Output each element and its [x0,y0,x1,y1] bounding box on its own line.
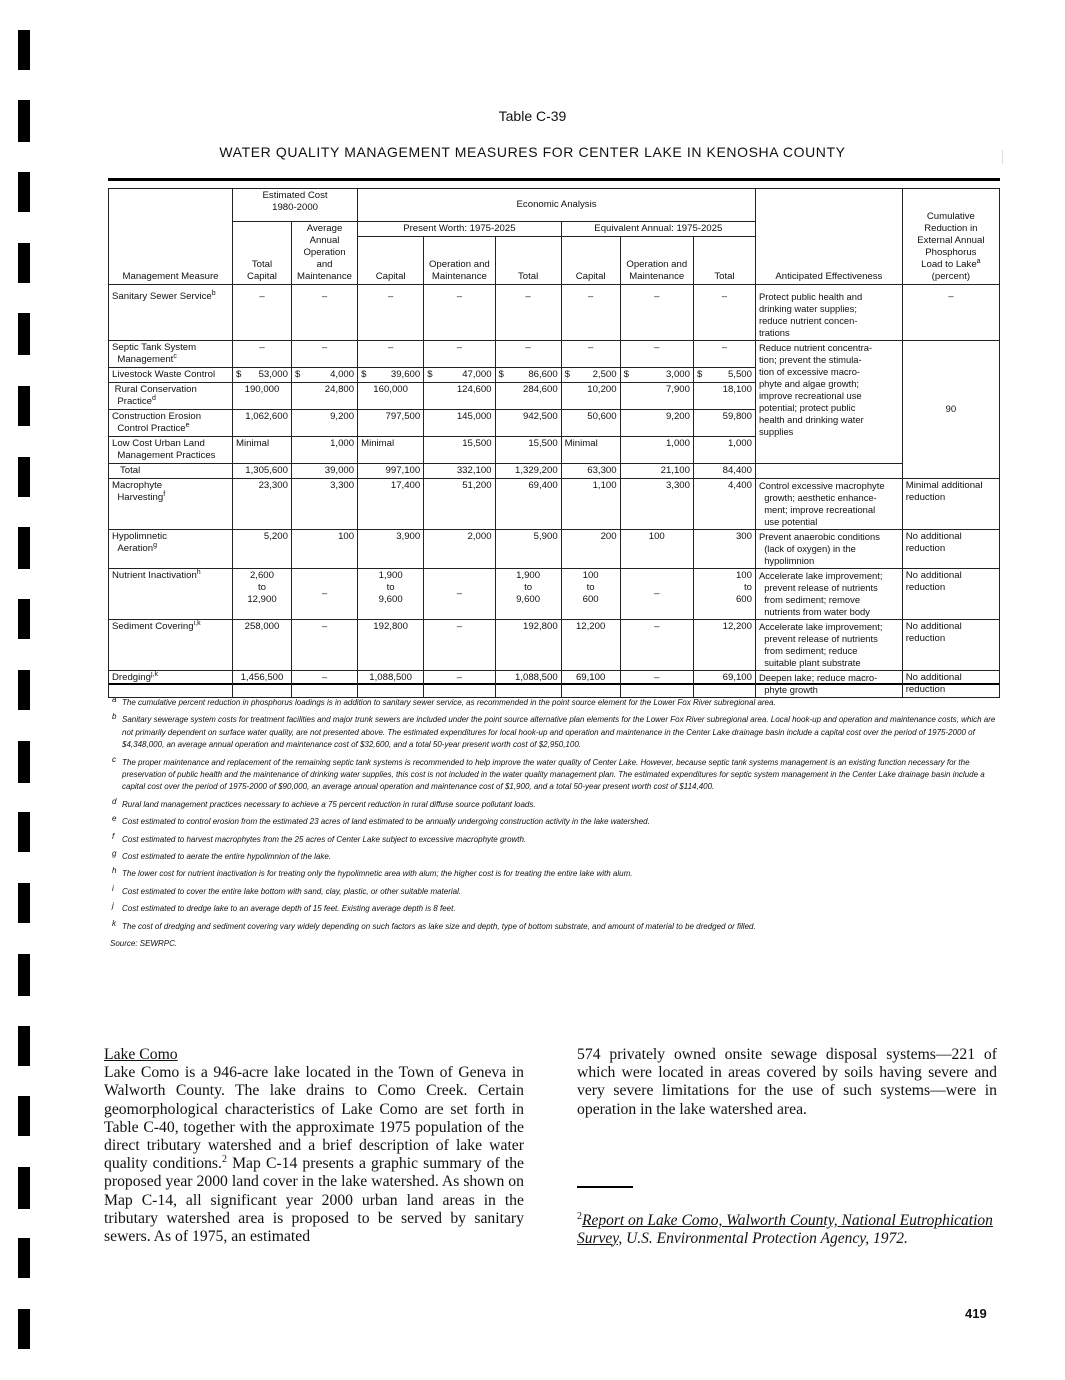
table-cell: 942,500 [495,410,561,437]
table-row [109,341,1000,368]
table-cell: $ 86,600 [495,368,561,383]
table-cell: – [291,671,357,698]
footnote-i: i Cost estimated to cover the entire lake bottom with sand, clay, plastic, or other suitable material. [112,883,462,896]
footnote-b: b Sanitary sewerage system costs for treatment facilities and major trunk sewers are included under the point source alternative plan elements for the Lower Fox River subregional area. Local hook-up and operation and maintenance costs, which are not primarily dependent on surface water quality, are not presented above. The estimated expenditures for local hook-up and operation and maintenance in the Center Lake drainage basin include a capital cost over the period of 1975-2000 of $4,348,000, an average annual operation and maintenance cost of $32,600, and a total 50-year present worth cost of $2,950,100. [112,712,996,750]
header-pw-om: Operation and Maintenance [424,237,495,285]
table-cell: 5,200 [233,530,292,569]
measure-label: Nutrient Inactivation$^h$ [109,569,233,620]
header-ea-om: Operation and Maintenance [620,237,693,285]
header-cumulative-reduction: Cumulative Reduction in External Annual Phosphorus Load to Lake$^a$ (percent) [902,189,999,285]
footnote-f: f Cost estimated to harvest macrophytes from the 25 acres of Center Lake subject to excessive macrophyte growth. [112,831,527,844]
footnote-j: j Cost estimated to dredge lake to an average depth of 15 feet. Existing average depth is 8 feet. [112,901,456,914]
page-number: 419 [965,1306,987,1321]
binder-mark [18,883,30,923]
binder-mark [18,741,30,783]
table-cell: 2,600 to 12,900 [233,569,292,620]
table-cell: $ 3,000 [620,368,693,383]
table-cell: 100 [620,530,693,569]
table-cell: 997,100 [358,464,424,479]
binder-mark [18,954,30,996]
table-cell: 1,900 to 9,600 [358,569,424,620]
table-cell: 10,200 [561,383,620,410]
table-row [109,285,1000,341]
effectiveness-cell: Control excessive macrophyte growth; aesthetic enhance- ment; improve recreational use potential [755,479,902,530]
effectiveness-cell: Accelerate lake improvement; prevent release of nutrients from sediment; reduce suitable plant substrate [755,620,902,671]
reduction-cell: – [902,285,999,341]
table-cell: 1,088,500 [495,671,561,698]
table-cell: 1,088,500 [358,671,424,698]
table-source: Source: SEWRPC. [110,939,178,949]
table-cell: – [291,285,357,341]
measure-label: Rural Conservation Practice$^d$ [109,383,233,410]
table-cell: 1,062,600 [233,410,292,437]
reduction-cell: 90 [902,341,999,479]
body-column-left [104,1046,524,1246]
binder-mark [18,30,30,70]
table-row [109,671,1000,698]
table-cell: 258,000 [233,620,292,671]
footnote-c: c The proper maintenance and replacement of the remaining septic tank systems is recommended to help improve the water quality of Center Lake. However, because septic tank systems management is an existing function necessary for the preservation of public health and the maintenance of drinking water supplies, this cost is not included in the water quality management plan. The estimated expenditures for septic system management in the Center Lake drainage basin include a capital cost over the period of 1975-2000 of $90,000, an average annual operation and maintenance cost of $1,900, and a total 50-year present worth cost of $114,400. [112,754,985,792]
footnote-d: d Rural land management practices necessary to achieve a 75 percent reduction in rural diffuse source pollutant loads. [112,796,536,809]
table-cell: – [291,569,357,620]
table-cell: $ 2,500 [561,368,620,383]
effectiveness-cell: Reduce nutrient concentra- tion; prevent the stimula- tion of excessive macro- phyte and algae growth; improve recreational use potential; protect public health and drinking water supplies [755,341,902,464]
header-equivalent-annual: Equivalent Annual: 1975-2025 [561,222,755,237]
binder-mark [18,527,30,569]
table-cell: – [424,620,495,671]
footnote-h: h The lower cost for nutrient inactivation is for treating only the hypolimnetic area with alum; the higher cost is for treating the entire lake with alum. [112,866,633,879]
binder-mark [18,599,30,639]
table-cell: 192,800 [358,620,424,671]
table-cell: 145,000 [424,410,495,437]
table-cell: – [291,341,357,368]
table-cell: 18,100 [693,383,755,410]
binder-mark [18,386,30,426]
table-cell: 3,300 [291,479,357,530]
footnote-divider [577,1186,633,1188]
table-top-rule [108,178,1000,181]
table-cell: – [495,285,561,341]
table-cell: 200 [561,530,620,569]
measure-label: Sediment Covering$^{i,k}$ [109,620,233,671]
header-pw-total: Total [495,237,561,285]
table-cell: 7,900 [620,383,693,410]
table-row [109,569,1000,620]
management-measures-table [108,188,1000,698]
table-cell: 12,200 [693,620,755,671]
table-cell: 9,200 [291,410,357,437]
table-cell: 332,100 [424,464,495,479]
table-cell: 2,000 [424,530,495,569]
binder-mark [18,1096,30,1136]
table-cell: 69,100 [693,671,755,698]
table-cell: 63,300 [561,464,620,479]
header-ea-total: Total [693,237,755,285]
measure-label: Low Cost Urban Land Management Practices [109,437,233,464]
measure-label: Hypolimnetic Aeration$^g$ [109,530,233,569]
table-cell: 3,300 [620,479,693,530]
table-cell: – [561,341,620,368]
table-cell: – [693,341,755,368]
header-present-worth: Present Worth: 1975-2025 [358,222,562,237]
measure-label: Sanitary Sewer Service$^b$ [109,285,233,341]
table-cell: 15,500 [495,437,561,464]
table-cell: 1,000 [291,437,357,464]
measure-label: Macrophyte Harvesting$^f$ [109,479,233,530]
binder-mark [18,670,30,710]
table-cell: – [620,671,693,698]
table-cell: Minimal [561,437,620,464]
measure-label: Dredging$^{j,k}$ [109,671,233,698]
reduction-cell: No additional reduction [902,530,999,569]
footnote-g: g Cost estimated to aerate the entire hypolimnion of the lake. [112,849,332,862]
reduction-cell: Minimal additional reduction [902,479,999,530]
measure-label: Total [109,464,233,479]
footnote-k: k The cost of dredging and sediment covering vary widely depending on such factors as lake size and depth, type of bottom substrate, and amount of material to be dredged or filled. [112,918,756,931]
table-cell: – [358,341,424,368]
table-cell: 1,100 [561,479,620,530]
header-estimated-cost: Estimated Cost 1980-2000 [233,189,358,222]
table-cell: 69,400 [495,479,561,530]
table-cell: 21,100 [620,464,693,479]
table-cell: 300 [693,530,755,569]
table-cell: 9,200 [620,410,693,437]
table-row [109,530,1000,569]
header-ea-capital: Capital [561,237,620,285]
binder-mark [18,313,30,355]
table-cell: 39,000 [291,464,357,479]
table-cell: – [693,285,755,341]
table-cell: 23,300 [233,479,292,530]
table-cell: 5,900 [495,530,561,569]
header-avg-annual-om: Average Annual Operation and Maintenance [291,222,357,285]
table-cell: 124,600 [424,383,495,410]
binder-mark [18,812,30,852]
measure-label: Construction Erosion Control Practice$^e$ [109,410,233,437]
table-cell: 12,200 [561,620,620,671]
body-column-right [577,1046,997,1119]
footnote-a: a The cumulative percent reduction in phosphorus loadings is in addition to sanitary sewer service, as recommended in the point source element for the Lower Fox River subregional area. [112,695,776,707]
table-cell: – [233,285,292,341]
table-cell: $ 53,000 [233,368,292,383]
table-cell: 797,500 [358,410,424,437]
table-footnotes [108,697,1000,951]
table-cell: 24,800 [291,383,357,410]
table-cell: 15,500 [424,437,495,464]
table-cell: 1,000 [693,437,755,464]
body-paragraph: 574 privately owned onsite sewage disposal systems—221 of which were located in areas covered by soils having severe and very severe limitations for the use of such systems—were in operation in the lake watershed area. [577,1046,997,1118]
table-cell: 160,000 [358,383,424,410]
table-cell: – [495,341,561,368]
table-cell [755,464,902,479]
table-cell: $ 5,500 [693,368,755,383]
binder-mark [18,457,30,497]
table-cell: – [620,620,693,671]
table-cell: Minimal [358,437,424,464]
table-cell: – [424,569,495,620]
table-cell: 1,329,200 [495,464,561,479]
table-cell: – [620,569,693,620]
table-cell: – [620,341,693,368]
table-row-total [109,464,1000,479]
table-cell: 51,200 [424,479,495,530]
effectiveness-cell: Prevent anaerobic conditions (lack of oxygen) in the hypolimnion [755,530,902,569]
binder-mark [18,1309,30,1349]
table-cell: 100 to 600 [693,569,755,620]
table-cell: $ 39,600 [358,368,424,383]
table-number: Table C-39 [498,108,567,124]
table-cell: 17,400 [358,479,424,530]
table-cell: – [291,620,357,671]
measure-label: Livestock Waste Control [109,368,233,383]
table-row [109,479,1000,530]
table-cell: 4,400 [693,479,755,530]
binder-mark [18,172,30,212]
section-heading: Lake Como [104,1046,178,1063]
table-cell: 50,600 [561,410,620,437]
header-anticipated-effectiveness: Anticipated Effectiveness [755,189,902,285]
reduction-cell: No additional reduction [902,569,999,620]
table-cell: 284,600 [495,383,561,410]
table-cell: 100 [291,530,357,569]
table-cell: 100 to 600 [561,569,620,620]
table-row [109,620,1000,671]
table-cell: – [233,341,292,368]
table-cell: – [620,285,693,341]
table-cell: 84,400 [693,464,755,479]
measure-label: Septic Tank System Management$^c$ [109,341,233,368]
table-cell: 1,456,500 [233,671,292,698]
table-cell: – [358,285,424,341]
binder-mark [18,243,30,283]
reduction-cell: No additional reduction [902,671,999,698]
table-cell: 1,305,600 [233,464,292,479]
header-economic-analysis: Economic Analysis [358,189,756,222]
header-management-measure: Management Measure [109,189,233,285]
table-cell: Minimal [233,437,292,464]
table-cell: 192,800 [495,620,561,671]
table-cell: 1,900 to 9,600 [495,569,561,620]
effectiveness-cell: Accelerate lake improvement; prevent release of nutrients from sediment; remove nutrients from water body [755,569,902,620]
table-cell: – [424,285,495,341]
scan-mark [1002,150,1003,164]
body-paragraph: Lake Como is a 946-acre lake located in the Town of Geneva in Walworth County. The lake drains to Como Creek. Certain geomorphological characteristics of Lake Como are set forth in Table C-40, together with the approximate 1975 population of the direct tributary watershed and a brief description of lake water quality conditions.$^2$ Map C-14 presents a graphic summary of the proposed year 2000 land cover in the lake watershed. As shown on Map C-14, all significant year 2000 urban land areas in the tributary watershed area is proposed to be served by sanitary sewers. As of 1975, an estimated [104,1064,524,1246]
reduction-cell: No additional reduction [902,620,999,671]
table-cell: 190,000 [233,383,292,410]
table-cell: 1,000 [620,437,693,464]
header-pw-capital: Capital [358,237,424,285]
header-total-capital: Total Capital [233,222,292,285]
table-title: WATER QUALITY MANAGEMENT MEASURES FOR CENTER LAKE IN KENOSHA COUNTY [219,144,846,160]
binder-mark [18,1238,30,1278]
binder-mark [18,1026,30,1066]
table-cell: $ 47,000 [424,368,495,383]
footnote-e: e Cost estimated to control erosion from the estimated 23 acres of land estimated to be annually undergoing construction activity in the lake watershed. [112,814,650,827]
effectiveness-cell: Protect public health and drinking water supplies; reduce nutrient concen- trations [755,285,902,341]
table-cell: – [424,671,495,698]
binder-mark [18,1167,30,1209]
table-cell: $ 4,000 [291,368,357,383]
table-cell: 3,900 [358,530,424,569]
table-cell: 69,100 [561,671,620,698]
page-footnote: $^2$Report on Lake Como, Walworth County, National Eutrophication Survey, U.S. Environmental Protection Agency, 1972. [577,1210,993,1247]
effectiveness-cell: Deepen lake; reduce macro- phyte growth [755,671,902,698]
table-cell: 59,800 [693,410,755,437]
table-cell: – [424,341,495,368]
table-cell: – [561,285,620,341]
